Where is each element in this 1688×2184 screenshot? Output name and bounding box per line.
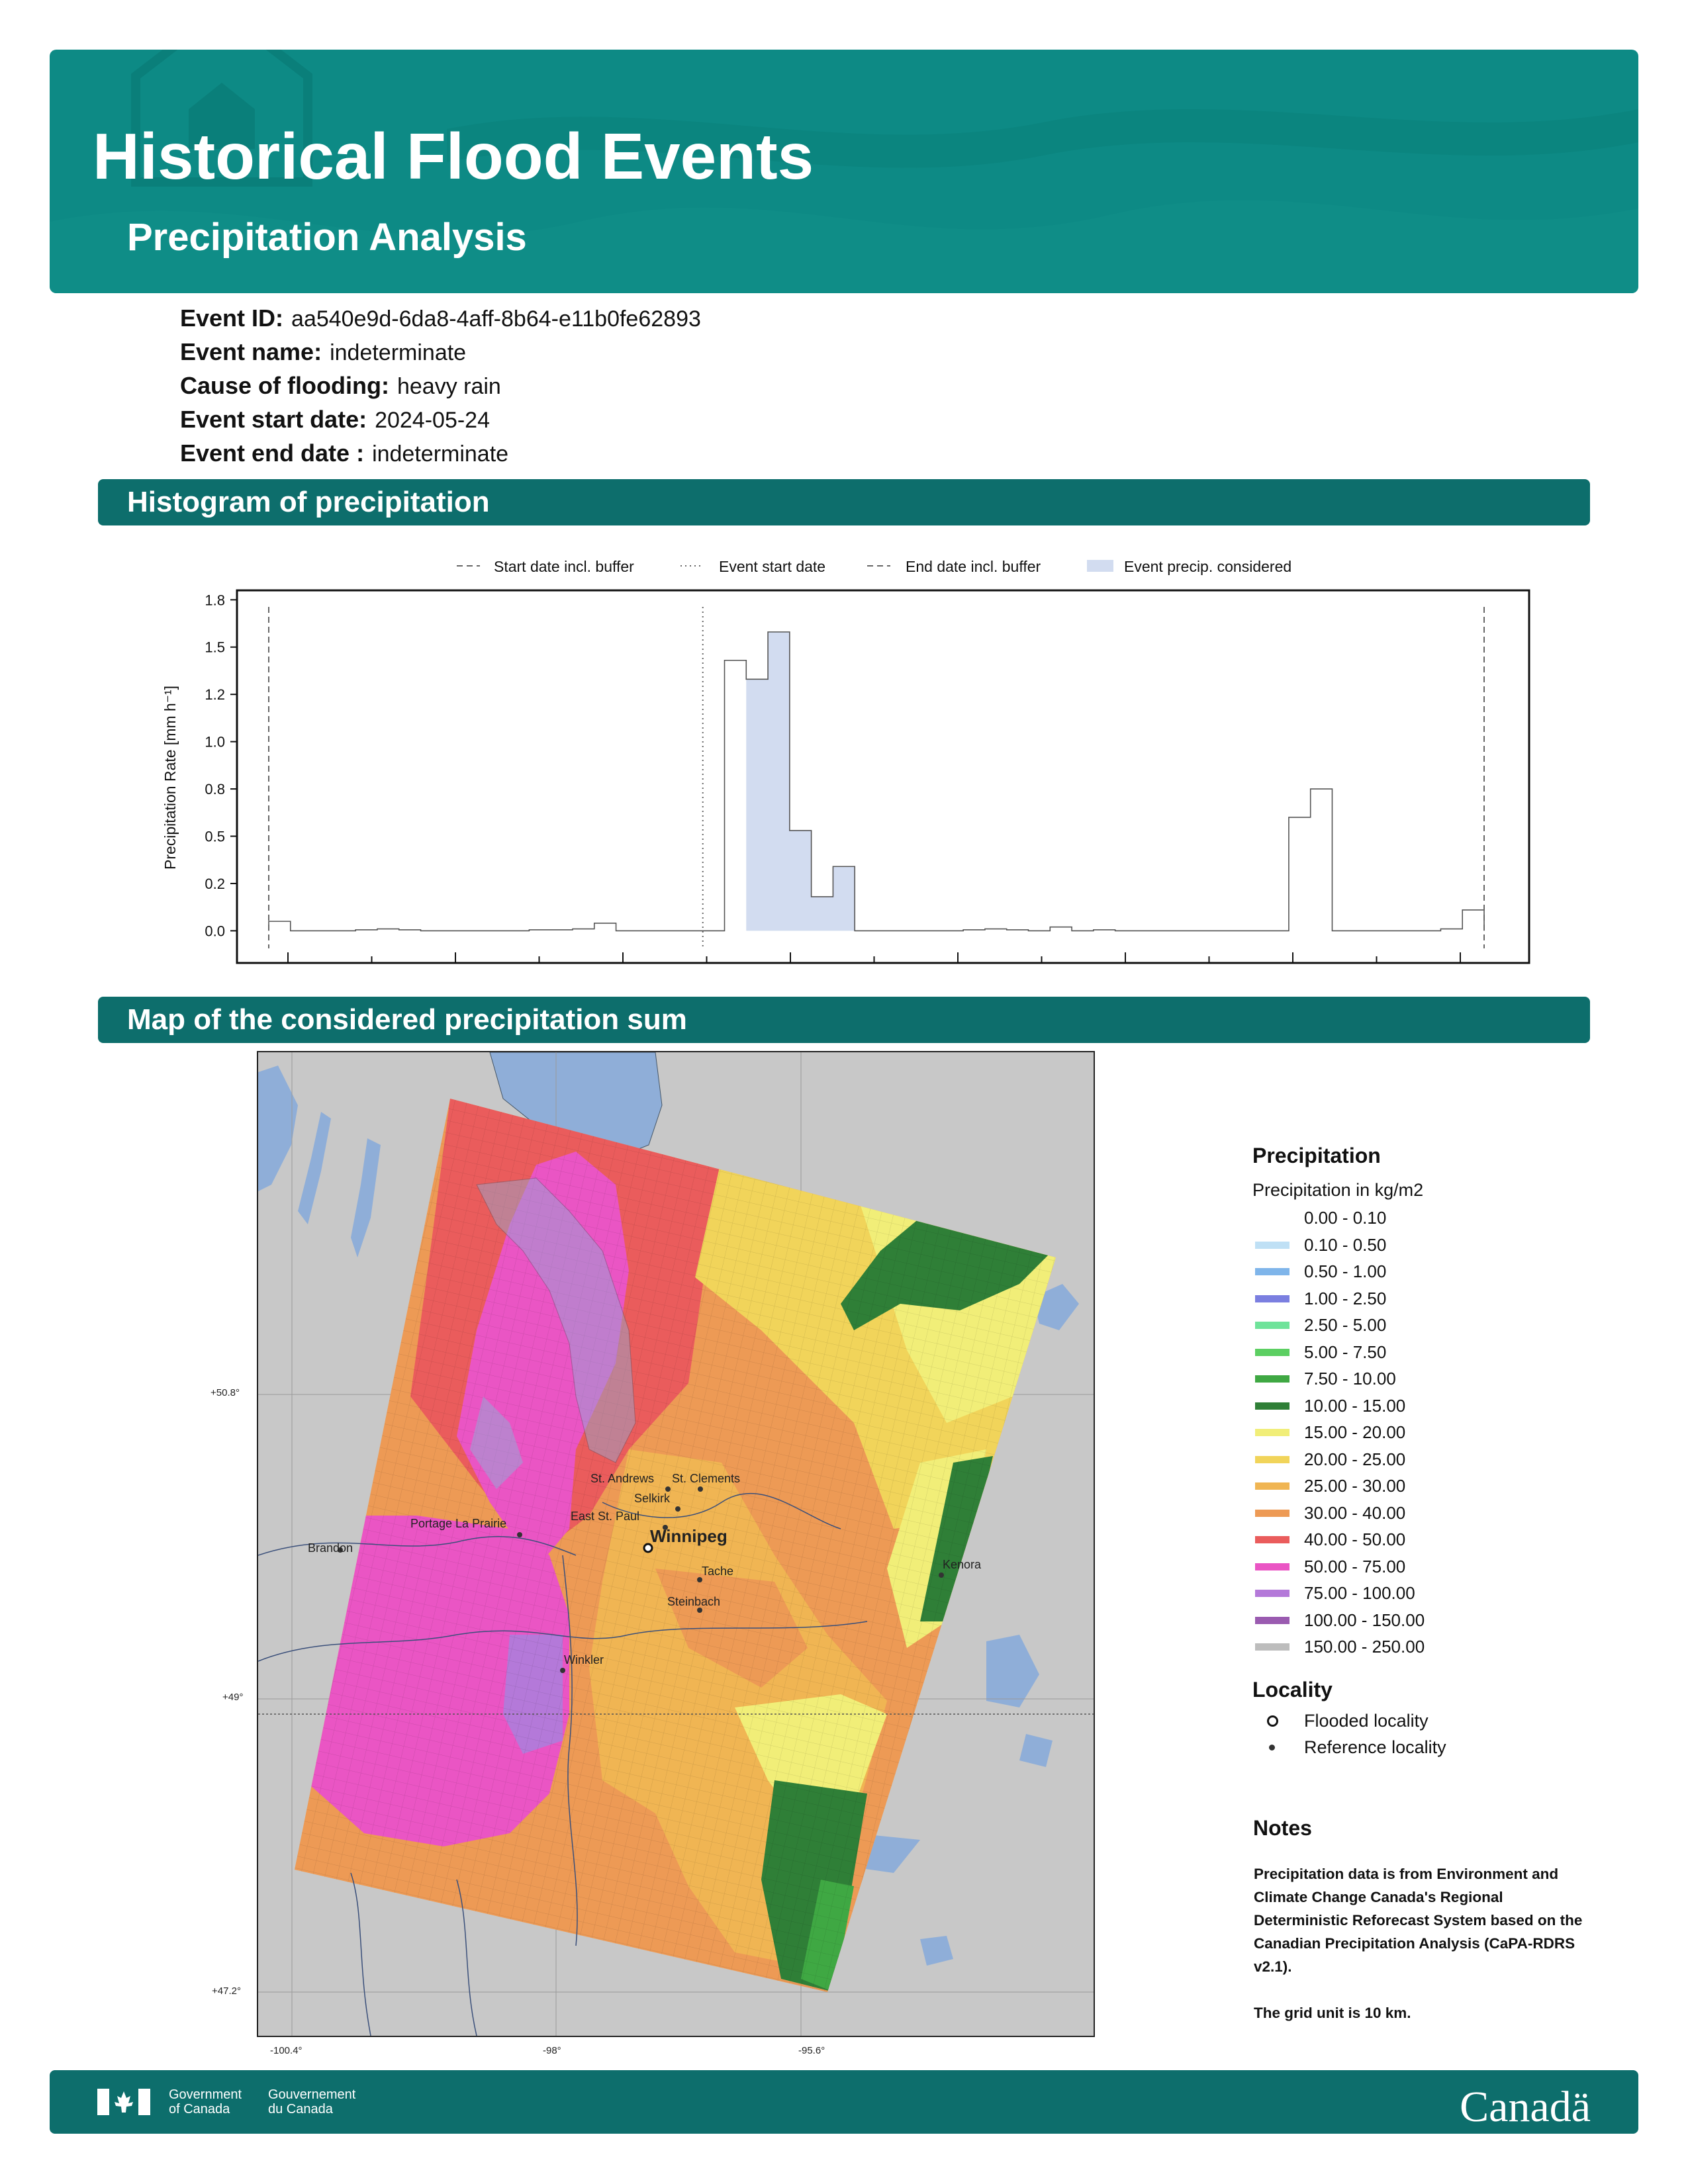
legend-item (1252, 1205, 1610, 1232)
event-start-row (180, 406, 490, 433)
y-tick-label: 1.5 (205, 639, 225, 656)
legend-item (1252, 1339, 1610, 1366)
legend-swatch (1255, 1402, 1289, 1410)
gov-fr-line2: du Canada (268, 2102, 333, 2116)
legend-item (1252, 1633, 1610, 1661)
legend-item-label: 0.50 - 1.00 (1304, 1261, 1387, 1281)
legend-item (1252, 1607, 1610, 1634)
legend-swatch (1255, 1375, 1289, 1383)
event-cause-value: heavy rain (397, 374, 501, 399)
gov-en (169, 2087, 242, 2116)
legend-item-label: 2.50 - 5.00 (1304, 1315, 1387, 1335)
locality-winkler (560, 1668, 565, 1673)
event-end-value: indeterminate (372, 441, 509, 467)
event-name-value: indeterminate (330, 340, 467, 365)
legend-item-label: 150.00 - 250.00 (1304, 1637, 1425, 1657)
lat-tick-3: +47.2° (212, 1985, 241, 1997)
lat-tick-2: +49° (222, 1692, 244, 1703)
lake-southeast (920, 1936, 953, 1966)
chart-legend (457, 558, 1291, 575)
legend-flooded (1252, 1707, 1610, 1734)
legend-item-label: 30.00 - 40.00 (1304, 1502, 1406, 1523)
event-id-row (180, 304, 701, 332)
y-tick-label: 0.5 (205, 828, 225, 845)
label-winnipeg: Winnipeg (650, 1526, 727, 1546)
page-subtitle: Precipitation Analysis (127, 216, 527, 259)
reference-locality-label: Reference locality (1304, 1737, 1446, 1757)
y-tick-label: 0.0 (205, 923, 225, 940)
y-tick-label: 0.2 (205, 875, 225, 892)
legend-item (1252, 1285, 1610, 1312)
lat-tick-1: +50.8° (211, 1387, 240, 1398)
legend-title: Precipitation (1252, 1144, 1381, 1167)
label-winkler: Winkler (564, 1653, 604, 1666)
considered-precip-area (746, 632, 855, 931)
legend-items (1252, 1205, 1610, 1661)
canada-wordmark: Canadä (1460, 2083, 1591, 2131)
locality-steinbach (697, 1608, 702, 1613)
legend-item-label: 25.00 - 30.00 (1304, 1476, 1406, 1496)
legend-item (1252, 1232, 1610, 1259)
event-cause-label: Cause of flooding: (180, 372, 389, 399)
legend-swatch (1255, 1322, 1289, 1329)
locality-selkirk (675, 1506, 680, 1512)
label-kenora: Kenora (943, 1558, 982, 1571)
event-cause-row (180, 372, 501, 400)
legend-item-label: 1.00 - 2.50 (1304, 1288, 1387, 1308)
legend-item-label: 15.00 - 20.00 (1304, 1422, 1406, 1442)
legend-item-label: 10.00 - 15.00 (1304, 1395, 1406, 1416)
lake-of-the-woods (986, 1635, 1039, 1707)
label-brandon: Brandon (308, 1541, 353, 1555)
histogram-marks (269, 607, 1484, 948)
label-tache: Tache (702, 1565, 734, 1578)
legend-swatch (1255, 1214, 1289, 1222)
locality-portage (517, 1532, 522, 1537)
x-ticks (288, 952, 1460, 963)
locality-tache (697, 1577, 702, 1582)
event-start-value: 2024-05-24 (375, 408, 490, 433)
legend-item-label: 0.10 - 0.50 (1304, 1234, 1387, 1255)
legend-swatch (1255, 1295, 1289, 1302)
event-end-row (180, 439, 508, 467)
locality-st-andrews (665, 1486, 671, 1492)
legend-item-label: 40.00 - 50.00 (1304, 1529, 1406, 1549)
precip-histogram-line (269, 632, 1484, 931)
label-st-clements: St. Clements (672, 1472, 741, 1485)
lon-tick-2: -98° (543, 2045, 561, 2056)
legend-label-event-start: Event start date (719, 558, 826, 575)
y-axis-label: Precipitation Rate [mm h⁻¹] (162, 685, 179, 870)
legend-item (1252, 1580, 1610, 1607)
locality-legend-title: Locality (1252, 1677, 1333, 1702)
lon-tick-3: -95.6° (798, 2045, 825, 2056)
legend-subtitle: Precipitation in kg/m2 (1252, 1180, 1424, 1200)
legend-swatch (1255, 1242, 1289, 1249)
legend-swatch (1255, 1349, 1289, 1356)
label-east-st-paul: East St. Paul (571, 1510, 640, 1523)
label-steinbach: Steinbach (667, 1595, 721, 1608)
legend-item-label: 20.00 - 25.00 (1304, 1449, 1406, 1469)
legend-swatch-considered (1087, 560, 1113, 572)
map-legend (1252, 1144, 1610, 1760)
legend-label-start-buffer: Start date incl. buffer (494, 558, 634, 575)
map-canvas (258, 1052, 1094, 2036)
legend-item (1252, 1365, 1610, 1392)
notes-text-grid: The grid unit is 10 km. (1254, 2005, 1411, 2021)
label-portage: Portage La Prairie (410, 1517, 507, 1530)
legend-item (1252, 1419, 1610, 1446)
legend-item-label: 100.00 - 150.00 (1304, 1610, 1425, 1630)
histogram-section-header: Histogram of precipitation (98, 479, 1590, 525)
gov-fr (268, 2087, 355, 2116)
locality-kenora (939, 1572, 944, 1578)
legend-item (1252, 1446, 1610, 1473)
event-id-value: aa540e9d-6da8-4aff-8b64-e11b0fe62893 (291, 306, 701, 332)
legend-item-label: 0.00 - 0.10 (1304, 1208, 1387, 1228)
y-tick-label: 0.8 (205, 781, 225, 798)
legend-item-label: 7.50 - 10.00 (1304, 1369, 1396, 1388)
legend-reference (1252, 1734, 1610, 1760)
legend-item-label: 50.00 - 75.00 (1304, 1556, 1406, 1576)
legend-swatch (1255, 1563, 1289, 1570)
map-section-header: Map of the considered precipitation sum (98, 997, 1590, 1043)
legend-label-end-buffer: End date incl. buffer (906, 558, 1041, 575)
plot-frame (237, 590, 1529, 963)
page-title: Historical Flood Events (93, 120, 814, 193)
locality-st-clements (698, 1486, 703, 1492)
legend-swatch (1255, 1429, 1289, 1436)
legend-item (1252, 1312, 1610, 1339)
y-tick-label: 1.2 (205, 686, 225, 704)
legend-item-label: 75.00 - 100.00 (1304, 1583, 1415, 1603)
gov-en-line2: of Canada (169, 2102, 230, 2116)
label-selkirk: Selkirk (634, 1492, 671, 1505)
flooded-locality-icon (1267, 1715, 1278, 1727)
legend-swatch (1255, 1536, 1289, 1543)
legend-swatch (1255, 1482, 1289, 1490)
gov-en-line1: Government (169, 2087, 242, 2102)
legend-swatch (1255, 1643, 1289, 1651)
legend-swatch (1255, 1456, 1289, 1463)
lon-tick-1: -100.4° (270, 2045, 303, 2056)
lake-west-3 (351, 1138, 381, 1257)
histogram-chart (152, 543, 1575, 979)
y-tick-label: 1.8 (205, 592, 225, 609)
notes-title: Notes (1253, 1816, 1312, 1840)
gov-fr-line1: Gouvernement (268, 2087, 356, 2102)
legend-item (1252, 1392, 1610, 1420)
legend-item (1252, 1500, 1610, 1527)
header-banner (50, 50, 1638, 293)
event-end-label: Event end date : (180, 439, 365, 467)
canada-flag-icon (97, 2089, 150, 2115)
legend-swatch (1255, 1590, 1289, 1597)
legend-swatch (1255, 1617, 1289, 1624)
y-ticks (205, 592, 237, 939)
event-name-label: Event name: (180, 338, 322, 365)
legend-swatch (1255, 1268, 1289, 1275)
legend-item (1252, 1526, 1610, 1553)
legend-label-considered: Event precip. considered (1124, 558, 1292, 575)
flooded-locality-label: Flooded locality (1304, 1710, 1429, 1731)
lake-east-2 (1019, 1734, 1053, 1767)
event-start-label: Event start date: (180, 406, 367, 433)
notes-text-source: Precipitation data is from Environment and Climate Change Canada's Regional Deterministic Reforecast System based on the Canadian Precipitation Analysis (CaPA-RDRS v2.1). (1254, 1866, 1583, 1975)
precipitation-map (257, 1051, 1095, 2037)
legend-item (1252, 1553, 1610, 1580)
legend-item-label: 5.00 - 7.50 (1304, 1342, 1387, 1362)
reference-locality-icon (1269, 1745, 1275, 1751)
footer (50, 2070, 1638, 2134)
event-name-row (180, 338, 466, 366)
legend-item (1252, 1258, 1610, 1285)
event-id-label: Event ID: (180, 304, 284, 332)
legend-item (1252, 1473, 1610, 1500)
y-tick-label: 1.0 (205, 733, 225, 751)
legend-swatch (1255, 1510, 1289, 1517)
notes-body (1254, 1862, 1598, 2025)
label-st-andrews: St. Andrews (590, 1472, 655, 1485)
lake-west-2 (298, 1112, 331, 1224)
